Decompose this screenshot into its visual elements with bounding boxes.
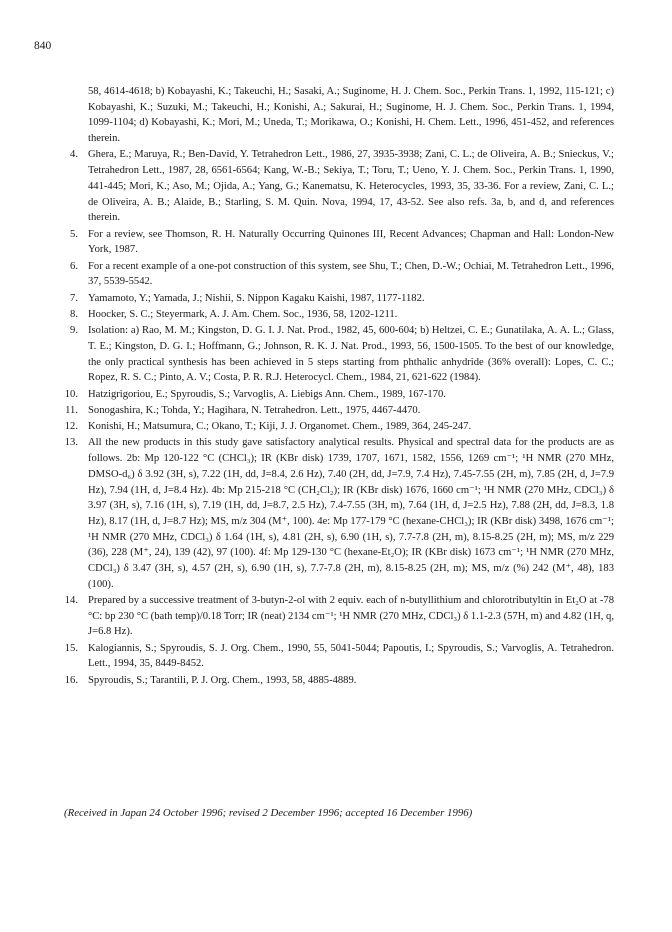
page-number: 840 <box>34 40 52 52</box>
reference-number: 8. <box>70 308 78 320</box>
reference-item <box>56 227 614 258</box>
reference-number: 5. <box>70 228 78 240</box>
reference-item <box>56 641 614 672</box>
reference-text: Hoocker, S. C.; Steyermark, A. J. Am. Chem. Soc., 1936, 58, 1202-1211. <box>88 308 398 320</box>
reference-number: 11. <box>65 404 78 416</box>
reference-text: Sonogashira, K.; Tohda, Y.; Hagihara, N. Tetrahedron. Lett., 1975, 4467-4470. <box>88 404 421 416</box>
reference-text: Ghera, E.; Maruya, R.; Ben-David, Y. Tetrahedron Lett., 1986, 27, 3935-3938; Zani, C. L.; de Oliveira, A. B.; Snieckus, V.; Tetrahedron Lett., 1987, 28, 6561-6564; Kang, W.-B.; Sekiya, T.; Toru, T.; Ueno, Y. J. Chem. Soc., Perkin Trans. 1, 1990, 441-445; Mori, K.; Aso, M.; Ojida, A.; Yang, G.; Kanematsu, K. Heterocycles, 1993, 35, 33-36. For a review, Zani, C. L.; de Oliveira, A. B.; Alaide, B.; Starling, S. M. Quin. Nova, 1994, 17, 43-52. See also refs. 3a, b, and d, and references therein. <box>88 149 614 224</box>
reference-number: 4. <box>70 149 78 161</box>
reference-item <box>56 84 614 147</box>
reference-text: For a review, see Thomson, R. H. Naturally Occurring Quinones III, Recent Advances; Chapman and Hall: London-New York, 1987. <box>88 228 614 256</box>
reference-item <box>56 387 614 403</box>
reference-text: For a recent example of a one-pot construction of this system, see Shu, T.; Chen, D.-W.; Ochiai, M. Tetrahedron Lett., 1996, 37, 5539-5542. <box>88 260 614 288</box>
reference-item <box>56 291 614 307</box>
reference-item <box>56 593 614 640</box>
reference-number: 16. <box>64 674 78 686</box>
reference-text: Hatzigrigoriou, E.; Spyroudis, S.; Varvoglis, A. Liebigs Ann. Chem., 1989, 167-170. <box>88 388 446 400</box>
reference-number: 10. <box>64 388 78 400</box>
reference-text: Isolation: a) Rao, M. M.; Kingston, D. G. I. J. Nat. Prod., 1982, 45, 600-604; b) Heltzei, C. E.; Gunatilaka, A. A. L.; Glass, T. E.; Kingston, D. G. I.; Hoffmann, G.; Johnson, R. K. J. Nat. Prod., 1993, 56, 1500-1505. To the best of our knowledge, the only practical synthesis has been achieved in 5 steps starting from phthalic anhydride (36% overall): Lopes, C. C.; Ropez, R. S. C.; Pinto, A. V.; Costa, P. R. R.J. Heterocycl. Chem., 1984, 21, 621-622 (1984). <box>88 325 614 384</box>
reference-text: Prepared by a successive treatment of 3-butyn-2-ol with 2 equiv. each of n-butyllithium and chlorotributyltin in Et₂O at -78 °C: bp 230 °C (bath temp)/0.18 Torr; IR (neat) 2134 cm⁻¹; ¹H NMR (270 MHz, CDCl₃) δ 1.1-2.3 (57H, m) and 4.82 (1H, q, J=6.8 Hz). <box>88 595 614 638</box>
reference-number: 15. <box>64 642 78 654</box>
reference-number: 7. <box>70 292 78 304</box>
reference-item <box>56 435 614 592</box>
reference-list <box>56 84 614 689</box>
reference-number: 6. <box>70 260 78 272</box>
reference-item <box>56 259 614 290</box>
reference-text: All the new products in this study gave satisfactory analytical results. Physical and spectral data for the products are as follows. 2b: Mp 120-122 °C (CHCl₃); IR (KBr disk) 1739, 1707, 1671, 1582, 1556, 1269 cm⁻¹; ¹H NMR (270 MHz, DMSO-d₆) δ 3.92 (3H, s), 7.22 (1H, dd, J=8.4, 2.6 Hz), 7.40 (2H, dd, J=7.9, 7.4 Hz), 7.45-7.55 (2H, m), 7.85 (2H, d, J=7.9 Hz), 7.94 (1H, d, J=8.4 Hz). 4b: Mp 215-218 °C (CH₂Cl₂); IR (KBr disk) 1676, 1660 cm⁻¹; ¹H NMR (270 MHz, CDCl₃) δ 3.97 (3H, s), 7.16 (1H, s), 7.19 (1H, dd, J=8.7, 2.5 Hz), 7.4-7.55 (3H, m), 7.64 (1H, d, J=2.5 Hz), 7.88 (2H, dd, J=8.3, 1.8 Hz), 8.17 (1H, d, J=8.7 Hz); MS, m/z 304 (M⁺, 100). 4e: Mp 177-179 °C (hexane-CHCl₃); IR (KBr disk) 3498, 1676 cm⁻¹; ¹H NMR (270 MHz, CDCl₃) δ 1.64 (1H, s), 4.81 (2H, s), 6.90 (1H, s), 7.7-7.8 (2H, m), 8.15-8.25 (2H, m); MS, m/z 229 (36), 228 (M⁺, 24), 139 (42), 97 (100). 4f: Mp 129-130 °C (hexane-Et₂O); IR (KBr disk) 1673 cm⁻¹; ¹H NMR (270 MHz, CDCl₃) δ 3.47 (3H, s), 4.57 (2H, s), 6.90 (1H, s), 7.7-7.8 (2H, m), 8.15-8.25 (2H, m); MS, m/z (%) 242 (M⁺, 48), 183 (100). <box>88 437 614 590</box>
reference-item <box>56 323 614 386</box>
reference-number: 14. <box>64 595 78 607</box>
reference-text: Spyroudis, S.; Tarantili, P. J. Org. Chem., 1993, 58, 4885-4889. <box>88 674 357 686</box>
reference-number: 13. <box>64 437 78 449</box>
reference-text: Kalogiannis, S.; Spyroudis, S. J. Org. Chem., 1990, 55, 5041-5044; Papoutis, I.; Spyroudis, S.; Varvoglis, A. Tetrahedron. Lett., 1994, 35, 8449-8452. <box>88 642 614 670</box>
reference-item <box>56 419 614 435</box>
reference-text: Konishi, H.; Matsumura, C.; Okano, T.; Kiji, J. J. Organomet. Chem., 1989, 364, 245-247. <box>88 421 472 433</box>
received-dates-note: (Received in Japan 24 October 1996; revised 2 December 1996; accepted 16 December 1996) <box>64 807 473 819</box>
reference-item <box>56 673 614 689</box>
reference-text: 58, 4614-4618; b) Kobayashi, K.; Takeuchi, H.; Sasaki, A.; Suginome, H. J. Chem. Soc., Perkin Trans. 1, 1992, 115-121; c) Kobayashi, K.; Suzuki, M.; Takeuchi, H.; Konishi, A.; Sakurai, H.; Suginome, H. J. Chem. Soc., Perkin Trans. 1, 1994, 1099-1104; d) Kobayashi, K.; Mori, M.; Uneda, T.; Morikawa, O.; Konishi, H. Chem. Lett., 1996, 451-452, and references therein. <box>88 86 614 145</box>
reference-item <box>56 307 614 323</box>
reference-number: 12. <box>64 421 78 433</box>
reference-text: Yamamoto, Y.; Yamada, J.; Nishii, S. Nippon Kagaku Kaishi, 1987, 1177-1182. <box>88 292 425 304</box>
reference-item <box>56 147 614 226</box>
reference-number: 9. <box>70 325 78 337</box>
reference-item <box>56 403 614 419</box>
